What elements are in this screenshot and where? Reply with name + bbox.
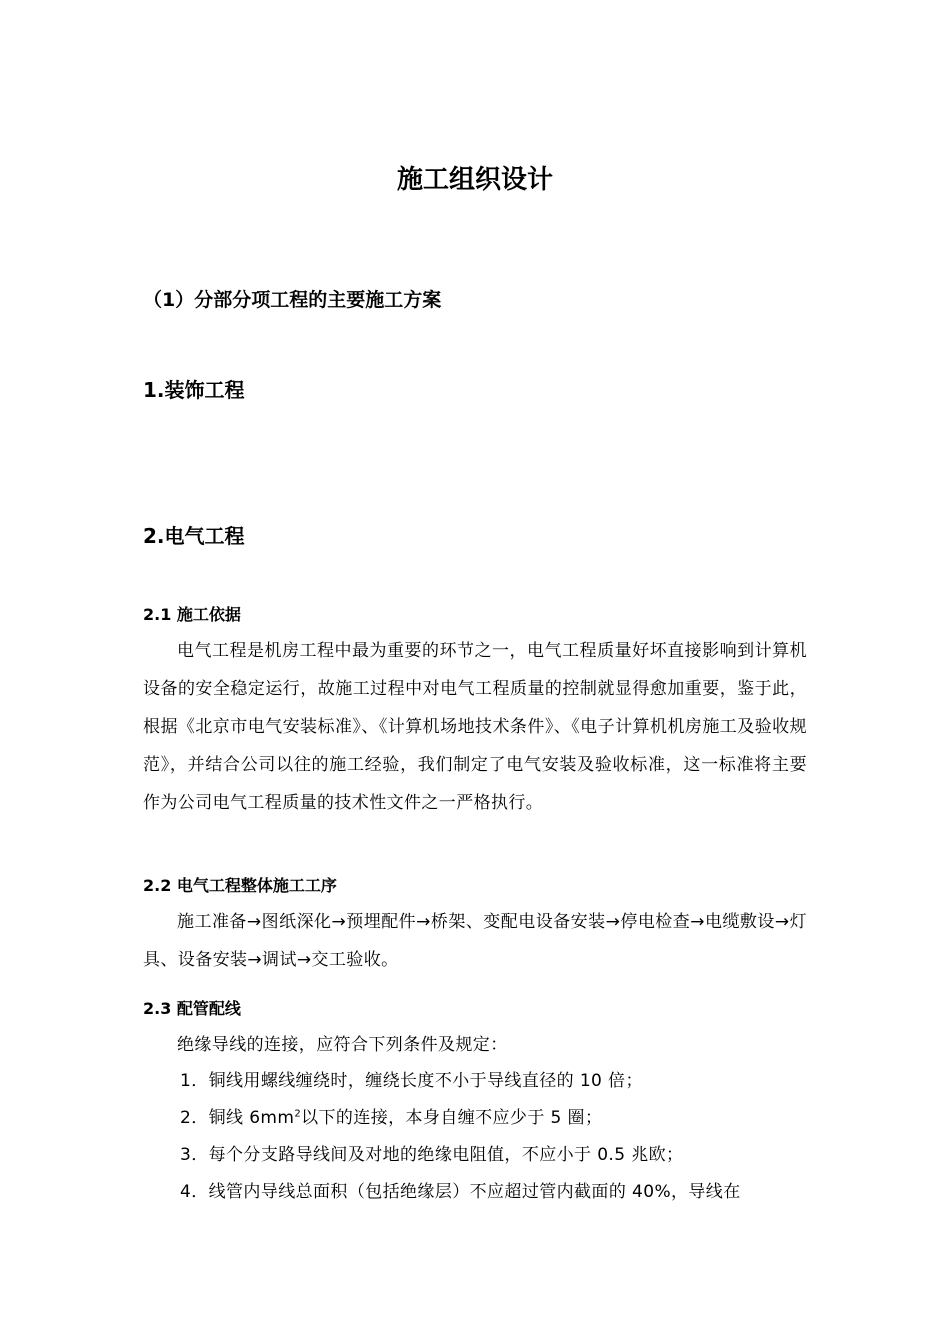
paragraph-basis: 电气工程是机房工程中最为重要的环节之一，电气工程质量好坏直接影响到计算机设备的安全稳定运行，故施工过程中对电气工程质量的控制就显得愈加重要，鉴于此，根据《北京市电气安装标准》、《计算机场地技术条件》、《电子计算机机房施工及验收规范》，并结合公司以往的施工经验，我们制定了电气安装及验收标准，这一标准将主要作为公司电气工程质量的技术性文件之一严格执行。 [143, 641, 807, 813]
document-title: 施工组织设计 [396, 165, 553, 195]
list-item: 3．每个分支路导线间及对地的绝缘电阻值，不应小于 0.5 兆欧； [180, 1145, 684, 1165]
subsection-heading-procedure: 2.2 电气工程整体施工工序 [143, 876, 337, 895]
subsection-heading-basis: 2.1 施工依据 [143, 605, 241, 624]
list-item-text-suffix: 以下的连接，本身自缠不应少于 5 圈； [301, 1108, 603, 1128]
list-item-text: 2．铜线 6mm [180, 1108, 295, 1128]
list-item: 1．铜线用螺线缠绕时，缠绕长度不小于导线直径的 10 倍； [180, 1071, 643, 1091]
wiring-rules-list [180, 1063, 807, 1211]
section-heading-decoration: 1.装饰工程 [143, 378, 245, 402]
section-heading-electrical: 2.电气工程 [143, 524, 245, 548]
subsection-heading-wiring: 2.3 配管配线 [143, 999, 241, 1018]
paragraph-wiring-intro: 绝缘导线的连接，应符合下列条件及规定： [177, 1035, 508, 1055]
part-heading: （1）分部分项工程的主要施工方案 [143, 289, 442, 311]
list-item: 4．线管内导线总面积（包括绝缘层）不应超过管内截面的 40%，导线在 [180, 1182, 741, 1202]
list-item [180, 1100, 807, 1137]
paragraph-procedure: 施工准备→图纸深化→预埋配件→桥架、变配电设备安装→停电检查→电缆敷设→灯具、设备安装→调试→交工验收。 [143, 912, 807, 970]
superscript: 2 [294, 1108, 302, 1120]
